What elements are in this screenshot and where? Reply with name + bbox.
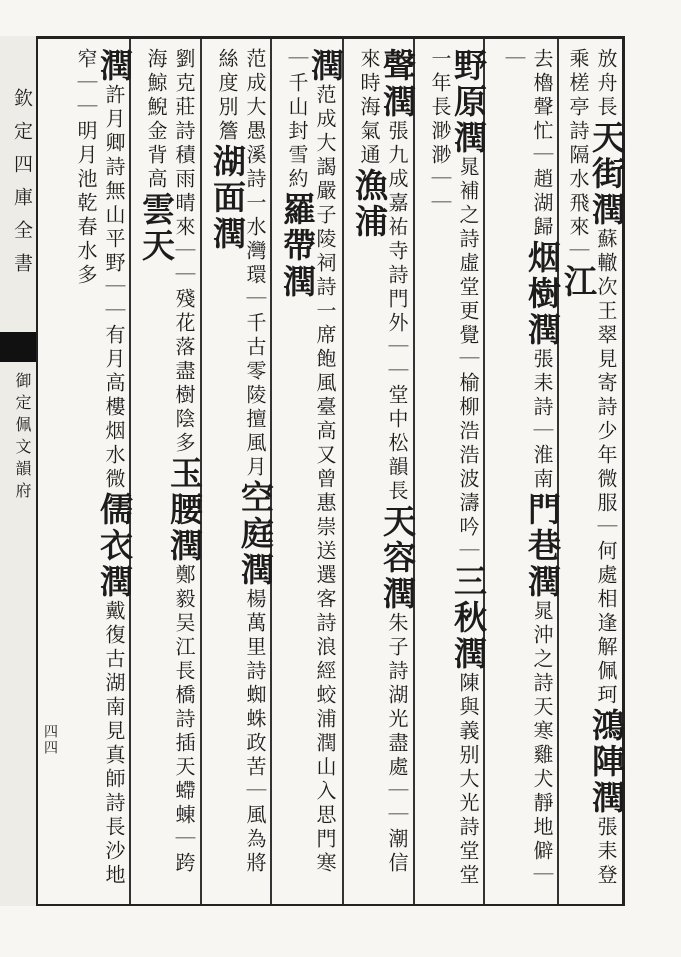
spine-title-text: 欽定四庫全書 [11,88,33,286]
entry-text: 朱子詩湖光盡處｜｜潮信來時海氣通 [357,48,409,876]
headword: 天容潤 [378,504,417,612]
headword: 漁浦 [350,168,389,240]
column-divider [342,39,344,904]
headword: 野原潤 [449,48,488,156]
text-column [275,48,345,898]
entry-text: 張九成嘉祐寺詩門外｜｜堂中松韻長 [385,120,409,504]
spine-black-band [0,332,36,362]
column-divider [557,39,559,904]
entry-text: 劉克莊詩積雨晴來｜｜殘花落盡樹陰多 [172,48,196,456]
page-number-text: 四四 [42,724,58,756]
page-number [40,724,60,756]
headword: 空庭潤 [236,480,275,588]
column-divider [129,39,131,904]
headword: 烟樹潤 [523,240,562,348]
headword: 湖面潤 [208,144,247,252]
headword: 門巷潤 [523,492,562,600]
headword: 羅帶潤 [278,192,317,300]
entry-text: 范成大謁嚴子陵祠詩一席飽風臺高又曾惠崇送選客詩浪經蛟浦潤山入思門寒｜千山封雪約 [285,48,337,876]
entry-text: 放舟長 [594,48,618,120]
entry-text: 晁補之詩虛堂更覺｜榆柳浩浩波濤吟｜ [456,156,480,564]
headword: 天街潤 [587,120,626,228]
text-column [488,48,562,898]
entry-text: 張耒詩｜淮南 [530,348,554,492]
entry-text: 戴復古湖南見真師詩長沙地窄｜｜明月池乾春水多 [74,48,126,888]
entry-text: 陳與義别大光詩堂堂一年長渺渺｜｜ [428,48,480,888]
headword: 玉腰潤 [165,456,204,564]
text-column [60,48,134,898]
text-column [347,48,417,898]
headword: 潤 [95,48,134,84]
text-column [134,48,204,898]
headword: 鴻陣潤 [587,708,626,816]
entry-text: 晁沖之詩天寒雞犬靜地僻｜｜ [502,48,554,888]
entry-text: 楊萬里詩蜘蛛政苦｜風為將絲度別簷 [215,48,267,876]
entry-text: 蘇轍次王翠見寄詩少年微服｜何處相逢解佩珂 [594,228,618,708]
headword: 聲潤 [378,48,417,120]
column-divider [270,39,272,904]
headword: 潤 [306,48,345,84]
text-column [418,48,488,898]
entry-text: 鄭毅吴江長橋詩插天螮蝀｜跨海鯨鯢金背高 [144,48,196,876]
headword: 儒衣潤 [95,492,134,600]
book-spine [0,36,38,906]
spine-title [4,88,32,286]
entry-text: 去櫓聲忙｜趙湖歸 [530,48,554,240]
headword: 雲天 [137,192,176,264]
column-divider [483,39,485,904]
entry-text: 張耒登乘槎亭詩隔水飛來｜ [566,48,618,888]
headword: 江 [559,264,598,300]
entry-text: 許月卿詩無山平野｜｜有月高樓烟水微 [102,84,126,492]
text-column [205,48,275,898]
column-divider [413,39,415,904]
text-column [559,48,626,898]
spine-subtitle-text: 御定佩文韻府 [13,372,32,504]
spine-subtitle [6,372,32,504]
entry-text: 范成大愚溪詩一水灣環｜千古零陵擅風月 [243,48,267,480]
headword: 三秋潤 [449,564,488,672]
